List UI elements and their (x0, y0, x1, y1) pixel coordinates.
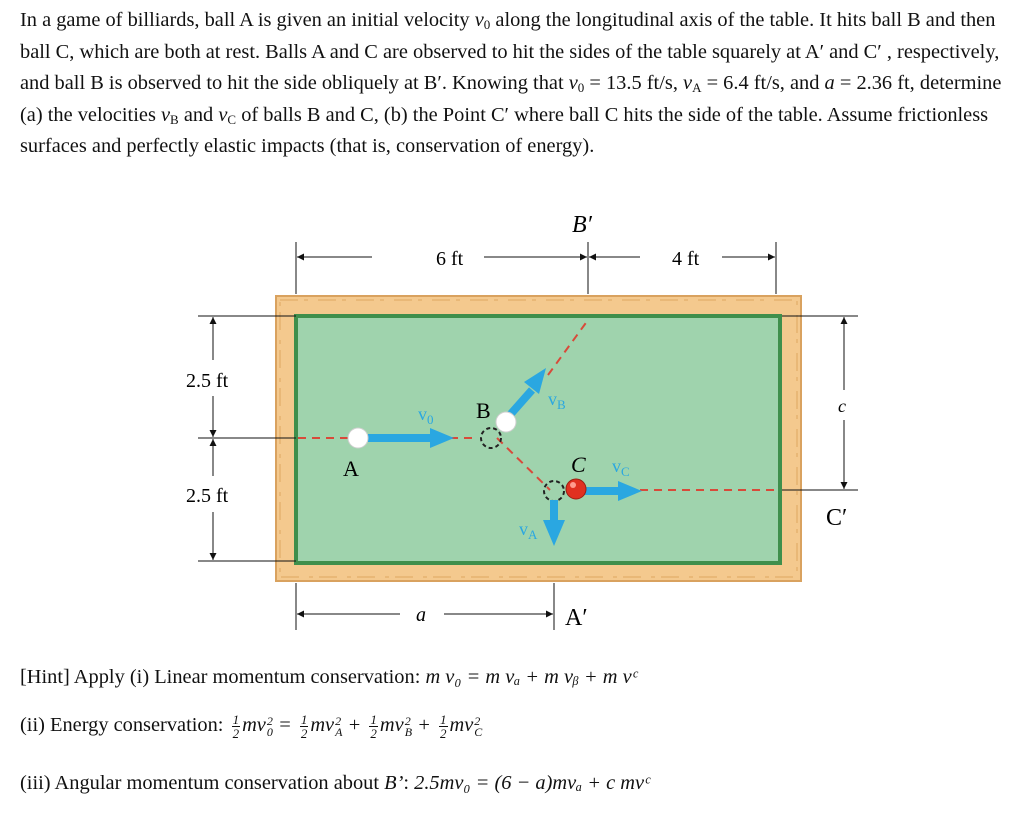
hint-line-3-colon: : (403, 772, 415, 794)
ball-b (496, 412, 516, 432)
ball-a (348, 428, 368, 448)
label-ball-c: C (571, 452, 586, 477)
label-v0: $v_0$ (418, 404, 434, 427)
problem-text-3: = 13.5 ft/s, (584, 72, 684, 94)
hint-line-2 (20, 713, 482, 740)
hint-line-3-prefix: (iii) Angular momentum conservation about (20, 772, 385, 794)
label-ball-b: B (476, 398, 491, 423)
var-vB: v (160, 103, 171, 126)
dim-25ft-bottom-label: 2.5 ft (186, 485, 229, 507)
label-cprime: C′ (826, 505, 848, 531)
var-vC-sub: C (227, 111, 237, 127)
var-v0-value-sub: 0 (577, 80, 585, 95)
hint-line-3-point: B’ (384, 772, 404, 794)
problem-text-7: of balls B and C, (b) the Point C′ where ball C hits the side of the table. Assume frictionless surfaces and perfectly elastic impacts (that is, conservation of energy). (20, 103, 989, 157)
hint-line-1 (20, 666, 637, 689)
dim-a-label: a (416, 604, 426, 626)
dim-25ft-top-label: 2.5 ft (186, 370, 229, 392)
var-v0-sub: 0 (483, 17, 491, 32)
hint-line-1-prefix: [Hint] Apply (i) Linear momentum conservation: (20, 666, 426, 688)
problem-text-5: = 2.36 ft, determine (a) the velocities (20, 72, 1002, 126)
label-vA: $v_A$ (519, 519, 538, 542)
var-v0-value: v (568, 72, 578, 94)
var-a: a (824, 72, 835, 94)
hint-energy-equation: $\frac{1}{2}$ mv 2 0 = $\frac{1}{2}$ mv 2 A + $\frac{1}{2}$ mv 2 B + $\frac{1}{2}$ mv 2 C (232, 712, 483, 741)
var-v0: v (474, 9, 484, 31)
label-vC: $v_C$ (612, 456, 630, 479)
label-vB: $v_B$ (548, 389, 566, 412)
dim-c-label: c (838, 396, 846, 416)
problem-text-2: along the longitudinal axis of the table. It hits ball B and then ball C, which are both at rest. Balls A and C are observed to hit the sides of the table squarely at A′ and C′ , respectively, and ball B is observed to hit the side obliquely at B′. Knowing that (20, 9, 1000, 94)
problem-text-1: In a game of billiards, ball A is given an initial velocity (20, 9, 475, 31)
ball-c-highlight (570, 482, 576, 488)
label-aprime: A′ (565, 605, 588, 631)
hint-line-3 (20, 772, 649, 795)
var-vC: v (218, 103, 228, 126)
dim-4ft-label: 4 ft (672, 248, 700, 270)
var-vA: v (683, 72, 693, 94)
billiard-table-figure (0, 200, 1024, 640)
hint-momentum-equation: m v₀ = m vₐ + m vᵦ + m vᶜ (425, 666, 638, 688)
problem-statement (20, 5, 1010, 163)
hint-angular-equation: 2.5mv₀ = (6 − a)mvₐ + c mvᶜ (414, 772, 650, 794)
var-vB-sub: B (170, 111, 179, 127)
label-bprime: B′ (572, 212, 592, 238)
var-vA-sub: A (692, 80, 702, 95)
ball-c (566, 479, 586, 499)
dim-6ft-label: 6 ft (436, 248, 464, 270)
problem-text-4: = 6.4 ft/s, and (701, 72, 825, 94)
label-ball-a: A (343, 456, 359, 481)
hint-line-2-prefix: (ii) Energy conservation: (20, 714, 229, 737)
problem-text-6: and (178, 103, 219, 126)
